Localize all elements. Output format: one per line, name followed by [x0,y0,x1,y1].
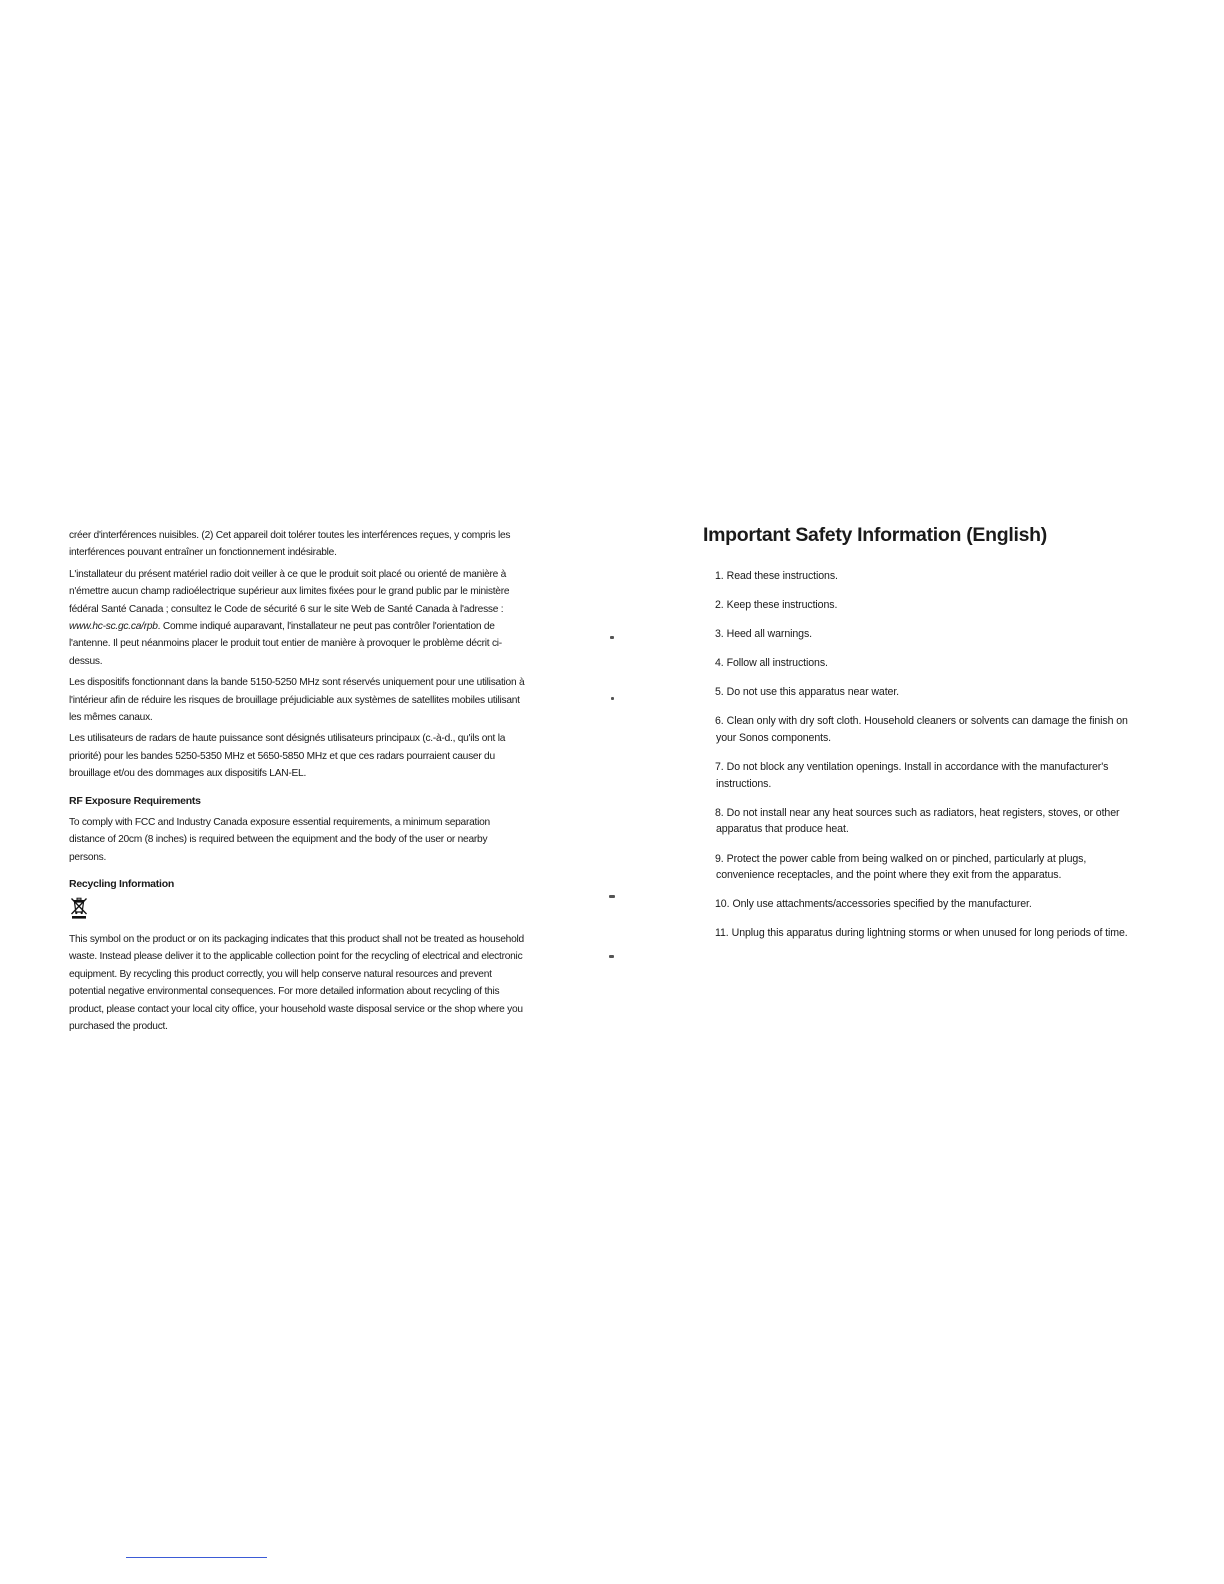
safety-item-number: 1. [715,570,724,582]
safety-item-text: Heed all warnings. [726,628,812,641]
recycling-text: This symbol on the product or on its packaging indicates that this product shall not be treated as household waste. Instead please deliver it to the applicable collection point for the recycling of electrical and electronic equipment. By recycling this product correctly, you will help conserve natural resources and prevent potential negative environmental consequences. For more detailed information about recycling of this product, please contact your local city office, your household waste disposal service or the shop where you purchased the product. [69,933,524,1032]
safety-item-number: 8. [715,806,724,819]
safety-item-text: Unplug this apparatus during lightning storms or when unused for long periods of time. [731,927,1128,940]
safety-item-number: 2. [715,599,724,612]
safety-item [715,597,1153,614]
safety-item-text: Do not block any ventilation openings. Install in accordance with the manufacturer's [726,761,1109,774]
safety-item [715,568,1153,585]
safety-item-continuation: instructions. [716,777,772,790]
installer-text-continued: . Comme indiqué auparavant, l'installateur ne peut pas contrôler l'orientation de l'antenne. Il peut néanmoins placer le produit tout entier de manière à provoquer le problème décrit ci-dessus. [69,621,502,667]
band-5150-paragraph: Les dispositifs fonctionnant dans la bande 5150-5250 MHz sont réservés uniquement pour une utilisation à l'intérieur afin de réduire les risques de brouillage préjudiciable aux systèmes de satellites mobiles utilisant les mêmes canaux. [69,677,525,724]
safety-item [715,713,1153,746]
safety-item-number: 4. [715,657,724,670]
safety-item-text: Do not install near any heat sources such as radiators, heat registers, stoves, or other [726,806,1120,819]
safety-item-continuation: your Sonos components. [716,732,831,745]
safety-item-continuation: convenience receptacles, and the point where they exit from the apparatus. [716,869,1062,882]
safety-item-text: Only use attachments/accessories specified by the manufacturer. [732,898,1032,911]
safety-item-number: 11. [715,927,729,940]
safety-item-text: Follow all instructions. [726,657,828,670]
safety-item-text: Keep these instructions. [726,599,838,612]
safety-item-text: Read these instructions. [726,570,838,582]
radar-paragraph: Les utilisateurs de radars de haute puissance sont désignés utilisateurs principaux (c.-à-d., qu'ils ont la priorité) pour les bandes 5250-5350 MHz et 5650-5850 MHz et que ces radars pourraient causer du brouillage et/ou des dommages aux dispositifs LAN-EL. [69,733,506,780]
recycling-heading: Recycling Information [69,877,175,890]
safety-item [715,626,1153,643]
safety-instructions-list [703,568,1153,942]
safety-item [715,805,1153,838]
safety-item-number: 5. [715,686,724,699]
rf-exposure-heading: RF Exposure Requirements [69,794,201,807]
rf-exposure-text: To comply with FCC and Industry Canada exposure essential requirements, a minimum separation distance of 20cm (8 inches) is required between the equipment and the body of the user or nearby persons. [69,816,490,863]
scan-artifact [611,697,614,700]
installer-paragraph [69,566,525,670]
crossed-out-wheeled-bin-icon [69,897,89,919]
scan-artifact [610,636,614,639]
installer-text: L'installateur du présent matériel radio doit veiller à ce que le produit soit placé ou orienté de manière à n'émettre aucun champ radioélectrique supérieur aux limites fixées pour le grand public par le ministère fédéral Santé Canada ; consultez le Code de sécurité 6 sur le site Web de Santé Canada à l'adresse : [69,568,510,615]
safety-item-number: 6. [715,715,724,728]
safety-item [715,684,1153,701]
scan-artifact [609,955,614,958]
safety-item-text: Clean only with dry soft cloth. Household cleaners or solvents can damage the finish on [726,715,1128,728]
safety-item [715,851,1153,884]
safety-item-number: 3. [715,628,724,641]
safety-item-number: 9. [715,852,724,865]
interference-paragraph: créer d'interférences nuisibles. (2) Cet appareil doit tolérer toutes les interférences reçues, y compris les interférences pouvant entraîner un fonctionnement indésirable. [69,530,511,559]
safety-item-continuation: apparatus that produce heat. [716,823,849,836]
safety-item [715,759,1153,792]
safety-item-text: Protect the power cable from being walked on or pinched, particularly at plugs, [726,852,1087,865]
footer-rule [126,1557,267,1558]
health-canada-link[interactable]: www.hc-sc.gc.ca/rpb [69,621,158,633]
safety-item [715,896,1153,913]
safety-title: Important Safety Information (English) [703,524,1047,546]
safety-column [703,518,1153,954]
safety-item-number: 10. [715,898,730,911]
safety-item-text: Do not use this apparatus near water. [726,686,900,699]
safety-item [715,655,1153,672]
regulatory-column [69,527,525,1039]
safety-item [715,925,1153,942]
scan-artifact [609,895,615,898]
safety-item-number: 7. [715,761,724,774]
